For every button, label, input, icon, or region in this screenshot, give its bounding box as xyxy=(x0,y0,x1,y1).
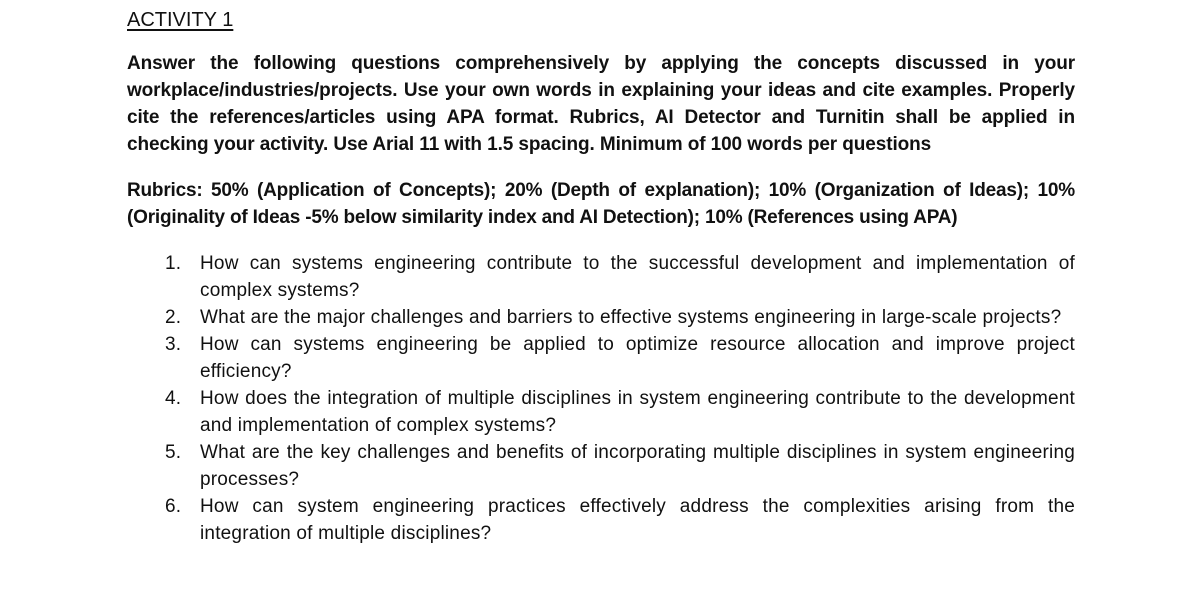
instructions-paragraph: Answer the following questions comprehensively by applying the concepts discussed in your workplace/industries/projects. Use your own words in explaining your ideas and cite examples. Properly cite the references/articles using APA format. Rubrics, AI Detector and Turnitin shall be applied in checking your activity. Use Arial 11 with 1.5 spacing. Minimum of 100 words per questions xyxy=(127,53,1075,155)
question-text: What are the major challenges and barriers to effective systems engineering in large-scale projects? xyxy=(200,307,1062,328)
question-item xyxy=(127,304,1075,331)
question-item xyxy=(127,331,1075,385)
question-number: 1. xyxy=(165,253,182,274)
activity-title: ACTIVITY 1 xyxy=(127,9,234,31)
question-item xyxy=(127,250,1075,304)
question-number: 6. xyxy=(165,496,182,517)
question-number: 2. xyxy=(165,307,182,328)
question-number: 4. xyxy=(165,388,182,409)
activity-document xyxy=(127,6,1075,547)
question-text: How can systems engineering be applied to optimize resource allocation and improve project efficiency? xyxy=(200,334,1075,382)
question-number: 3. xyxy=(165,334,182,355)
question-item xyxy=(127,493,1075,547)
question-number: 5. xyxy=(165,442,182,463)
question-text: How can systems engineering contribute to the successful development and implementation of complex systems? xyxy=(200,253,1075,301)
question-text: How does the integration of multiple disciplines in system engineering contribute to the development and implementation of complex systems? xyxy=(200,388,1075,436)
question-item xyxy=(127,439,1075,493)
question-text: What are the key challenges and benefits of incorporating multiple disciplines in system engineering processes? xyxy=(200,442,1075,490)
question-text: How can system engineering practices effectively address the complexities arising from the integration of multiple disciplines? xyxy=(200,496,1075,544)
question-list xyxy=(127,250,1075,547)
question-item xyxy=(127,385,1075,439)
rubrics-paragraph: Rubrics: 50% (Application of Concepts); 20% (Depth of explanation); 10% (Organization of Ideas); 10% (Originality of Ideas -5% below similarity index and AI Detection); 10% (References using APA) xyxy=(127,180,1075,228)
